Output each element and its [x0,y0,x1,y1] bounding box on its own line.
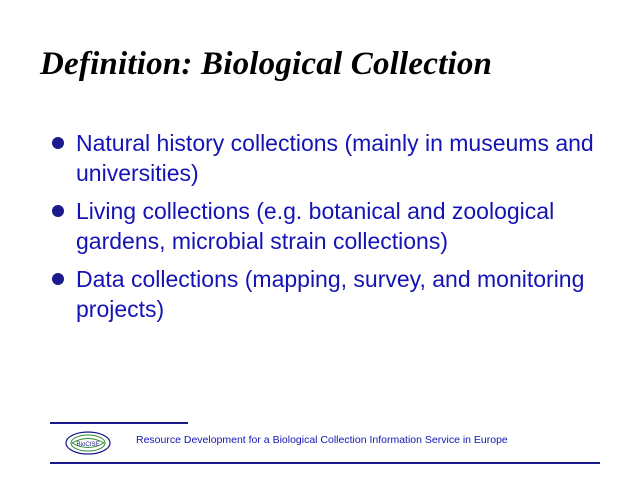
bullet-dot-icon [52,205,64,217]
bullet-dot-icon [52,273,64,285]
footer-divider-bottom [50,462,600,464]
svg-text:BioCISE: BioCISE [76,442,100,448]
list-item-text: Data collections (mapping, survey, and monitoring projects) [76,266,585,322]
list-item-text: Natural history collections (mainly in museums and universities) [76,130,594,186]
slide-footer [50,422,600,464]
footer-divider-top [50,422,188,424]
page-title: Definition: Biological Collection [40,46,493,82]
bullet-dot-icon [52,137,64,149]
list-item [50,196,610,256]
bullet-list [50,128,610,332]
list-item-text: Living collections (e.g. botanical and zoological gardens, microbial strain collections) [76,198,555,254]
list-item [50,128,610,188]
biocise-logo-icon [64,430,112,456]
footer-text: Resource Development for a Biological Collection Information Service in Europe [136,434,508,446]
list-item [50,264,610,324]
